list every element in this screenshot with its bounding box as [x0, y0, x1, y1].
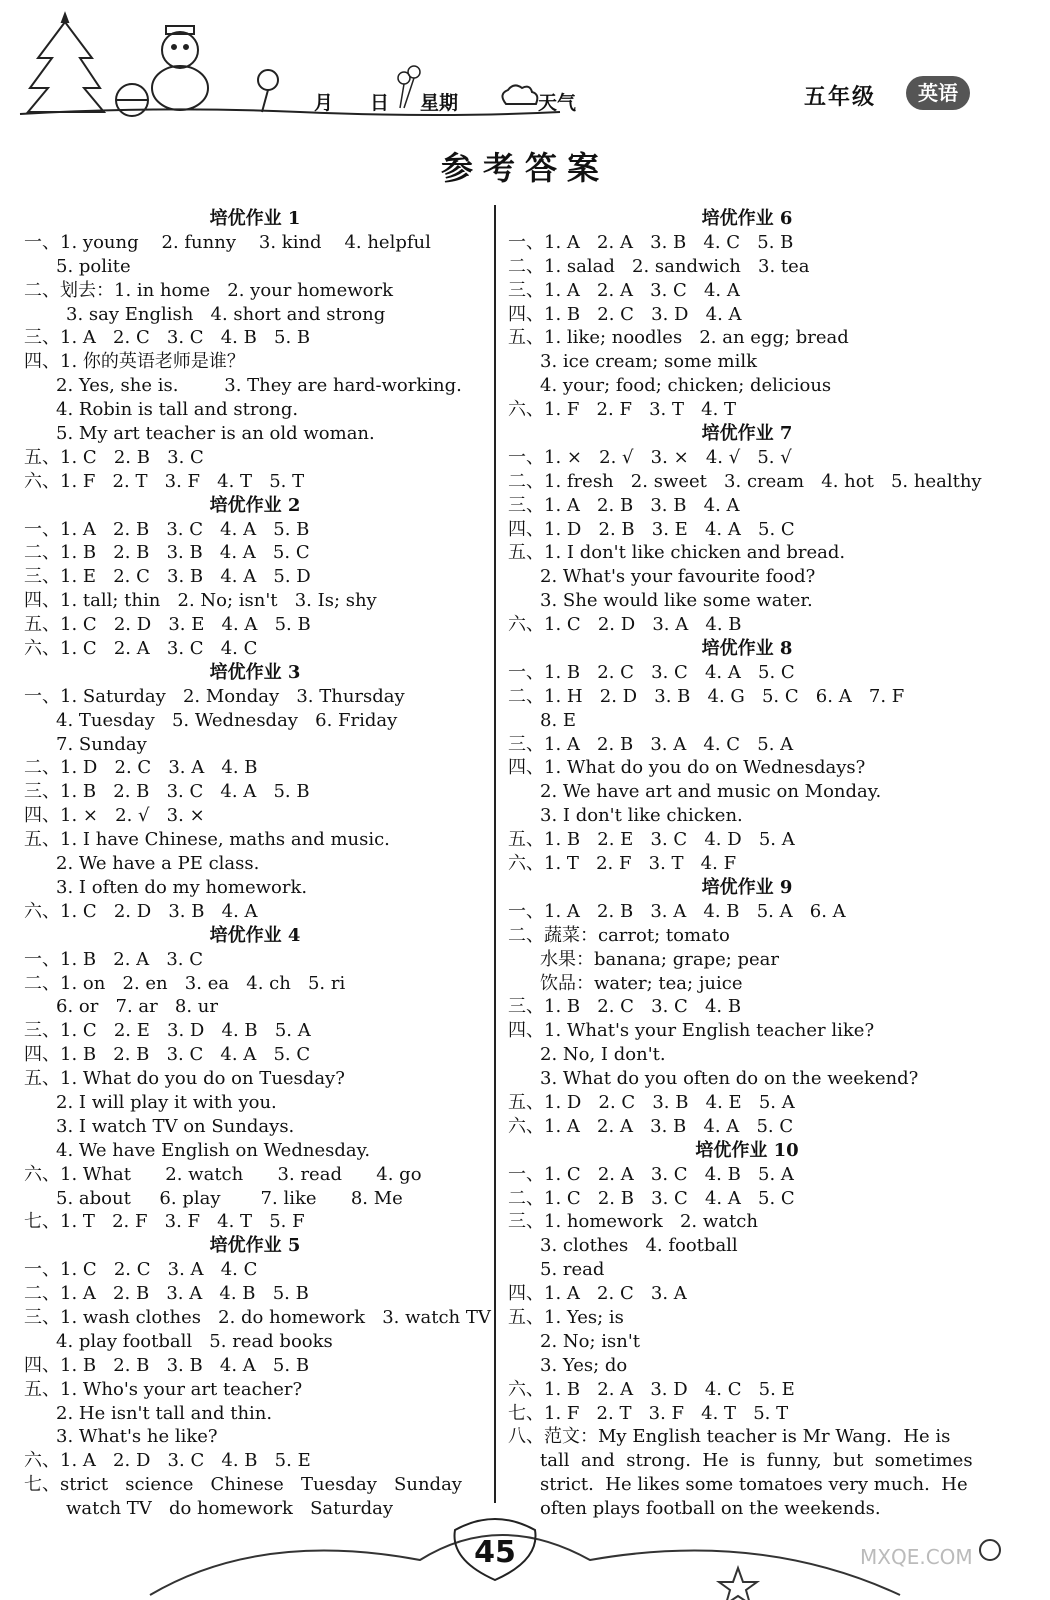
answer-line: 三、1. homework 2. watch	[508, 1211, 758, 1233]
answer-line: 三、1. A 2. A 3. C 4. A	[508, 279, 740, 301]
answer-line: 二、1. fresh 2. sweet 3. cream 4. hot 5. healthy	[508, 470, 982, 492]
answer-line: 8. E	[540, 709, 577, 731]
answer-line: 2. We have art and music on Monday.	[540, 781, 882, 803]
answer-line: 二、1. C 2. B 3. C 4. A 5. C	[508, 1187, 795, 1209]
answer-line: 二、划去：1. in home 2. your homework	[24, 279, 394, 301]
answer-line: 5. about 6. play 7. like 8. Me	[56, 1187, 403, 1209]
answer-line: 2. We have a PE class.	[56, 853, 260, 875]
answer-line: 6. or 7. ar 8. ur	[56, 996, 218, 1018]
answer-line: 四、1. A 2. C 3. A	[508, 1283, 687, 1305]
answer-line: 一、1. A 2. B 3. A 4. B 5. A 6. A	[508, 900, 846, 922]
answer-line: 2. He isn't tall and thin.	[56, 1402, 273, 1424]
answer-line: 4. Robin is tall and strong.	[56, 399, 299, 421]
answer-line: 五、1. D 2. C 3. B 4. E 5. A	[508, 1091, 795, 1113]
ornament-ball-icon	[116, 84, 148, 116]
answer-line: 一、1. young 2. funny 3. kind 4. helpful	[24, 231, 431, 253]
page-header	[0, 0, 1050, 130]
section-heading: 培优作业 1	[209, 208, 301, 229]
answer-line: 四、1. × 2. √ 3. ×	[24, 805, 205, 827]
answer-line: 五、1. Who's your art teacher?	[24, 1378, 303, 1400]
answer-line: 3. clothes 4. football	[540, 1235, 738, 1257]
answer-line: 四、1. B 2. B 3. C 4. A 5. C	[24, 1044, 311, 1066]
answer-line: 五、1. C 2. B 3. C	[24, 446, 204, 468]
answer-line: 饮品：water; tea; juice	[540, 972, 743, 994]
answer-line: 三、1. A 2. C 3. C 4. B 5. B	[24, 327, 311, 349]
weather-label: 天气	[538, 92, 577, 114]
answer-line: 3. I often do my homework.	[56, 876, 308, 898]
answer-line: 3. What's he like?	[56, 1426, 218, 1448]
answer-line: 三、1. C 2. E 3. D 4. B 5. A	[24, 1020, 311, 1042]
answer-line: 六、1. C 2. D 3. A 4. B	[508, 614, 742, 636]
answer-line: 八、范文：My English teacher is Mr Wang. He is	[508, 1426, 951, 1448]
answer-line: watch TV do homework Saturday	[66, 1498, 394, 1520]
answer-line: 3. She would like some water.	[540, 590, 813, 612]
star-icon	[719, 1568, 757, 1600]
answer-line: 六、1. B 2. A 3. D 4. C 5. E	[508, 1378, 795, 1400]
answer-line: 4. your; food; chicken; delicious	[540, 375, 832, 397]
answer-line: 五、1. I don't like chicken and bread.	[508, 542, 846, 564]
answer-line: 水果：banana; grape; pear	[540, 948, 780, 970]
answer-line: 二、1. on 2. en 3. ea 4. ch 5. ri	[24, 972, 346, 994]
answer-line: 7. Sunday	[56, 733, 147, 755]
section-heading: 培优作业 9	[701, 876, 793, 898]
page-title: 参考答案	[440, 149, 609, 187]
answer-line: 七、1. T 2. F 3. F 4. T 5. F	[24, 1211, 305, 1233]
section-heading: 培优作业 5	[209, 1235, 301, 1257]
answer-line: 2. What's your favourite food?	[540, 566, 816, 588]
snowman-icon	[152, 26, 208, 110]
answer-line: 3. ice cream; some milk	[540, 351, 758, 373]
grade-label: 五年级	[804, 84, 877, 110]
answer-line: often plays football on the weekends.	[540, 1498, 881, 1520]
answer-line: 五、1. Yes; is	[508, 1306, 624, 1328]
answer-line: 六、1. C 2. D 3. B 4. A	[24, 900, 258, 922]
answer-line: 一、1. A 2. B 3. C 4. A 5. B	[24, 518, 310, 540]
section-heading: 培优作业 3	[209, 661, 301, 683]
day-label: 日	[370, 92, 390, 114]
section-heading: 培优作业 4	[209, 924, 301, 946]
answer-line: 2. Yes, she is. 3. They are hard-working.	[56, 375, 462, 397]
answer-line: 三、1. B 2. C 3. C 4. B	[508, 996, 742, 1018]
answer-line: 3. What do you often do on the weekend?	[540, 1068, 919, 1090]
month-label: 月	[314, 92, 334, 114]
section-heading: 培优作业 7	[701, 423, 793, 445]
answer-line: 四、1. B 2. B 3. B 4. A 5. B	[24, 1354, 310, 1376]
answer-line: 六、1. A 2. A 3. B 4. A 5. C	[508, 1115, 794, 1137]
answer-line: 2. No; isn't	[540, 1330, 641, 1352]
answer-line: 5. polite	[56, 255, 131, 277]
weekday-label: 星期	[420, 92, 459, 114]
answer-line: 二、1. H 2. D 3. B 4. G 5. C 6. A 7. F	[508, 685, 905, 707]
answer-line: 六、1. T 2. F 3. T 4. F	[508, 853, 737, 875]
answer-line: 二、1. A 2. B 3. A 4. B 5. B	[24, 1283, 309, 1305]
answer-line: 五、1. B 2. E 3. C 4. D 5. A	[508, 829, 795, 851]
section-heading: 培优作业 6	[701, 208, 793, 229]
answer-line: 2. I will play it with you.	[56, 1091, 277, 1113]
answer-line: 5. My art teacher is an old woman.	[56, 423, 375, 445]
answer-line: 四、1. B 2. C 3. D 4. A	[508, 303, 742, 325]
answer-line: 3. say English 4. short and strong	[66, 303, 386, 325]
answer-line: 四、1. 你的英语老师是谁？	[24, 351, 245, 373]
answer-line: 六、1. F 2. T 3. F 4. T 5. T	[24, 470, 305, 492]
answer-line: 三、1. wash clothes 2. do homework 3. watch TV	[24, 1306, 491, 1328]
balloons-icon	[398, 66, 420, 108]
section-heading: 培优作业 8	[701, 638, 793, 660]
answer-line: 三、1. E 2. C 3. B 4. A 5. D	[24, 566, 311, 588]
answer-line: 一、1. Saturday 2. Monday 3. Thursday	[24, 685, 405, 707]
answer-line: 二、1. D 2. C 3. A 4. B	[24, 757, 258, 779]
page-number: 45	[474, 1535, 516, 1570]
answer-line: tall and strong. He is funny, but sometimes	[540, 1450, 973, 1472]
christmas-tree-icon	[28, 14, 104, 112]
answer-line: 四、1. tall; thin 2. No; isn't 3. Is; shy	[24, 590, 377, 612]
answer-line: 四、1. D 2. B 3. E 4. A 5. C	[508, 518, 795, 540]
answer-line: 六、1. A 2. D 3. C 4. B 5. E	[24, 1450, 311, 1472]
answer-line: 3. I watch TV on Sundays.	[56, 1115, 295, 1137]
answer-line: 六、1. C 2. A 3. C 4. C	[24, 638, 258, 660]
answer-line: 七、strict science Chinese Tuesday Sunday	[24, 1474, 462, 1496]
answer-line: 3. I don't like chicken.	[540, 805, 743, 827]
answer-line: 三、1. B 2. B 3. C 4. A 5. B	[24, 781, 310, 803]
answer-line: 5. read	[540, 1259, 605, 1281]
answer-line: 3. Yes; do	[540, 1354, 628, 1376]
answer-line: 4. play football 5. read books	[56, 1330, 333, 1352]
answer-line: 二、蔬菜：carrot; tomato	[508, 924, 730, 946]
answer-line: 二、1. salad 2. sandwich 3. tea	[508, 255, 810, 277]
answer-line: 五、1. like; noodles 2. an egg; bread	[508, 327, 849, 349]
answer-line: 一、1. × 2. √ 3. × 4. √ 5. √	[508, 446, 792, 468]
answer-line: 一、1. C 2. A 3. C 4. B 5. A	[508, 1163, 794, 1185]
answer-line: 四、1. What's your English teacher like?	[508, 1020, 875, 1042]
answer-line: 2. No, I don't.	[540, 1044, 666, 1066]
answer-line: 七、1. F 2. T 3. F 4. T 5. T	[508, 1402, 789, 1424]
answer-line: 六、1. F 2. F 3. T 4. T	[508, 399, 737, 421]
answer-line: 4. Tuesday 5. Wednesday 6. Friday	[56, 709, 398, 731]
answer-line: 一、1. C 2. C 3. A 4. C	[24, 1259, 258, 1281]
answer-line: 五、1. What do you do on Tuesday?	[24, 1068, 345, 1090]
answer-line: 四、1. What do you do on Wednesdays?	[508, 757, 866, 779]
answer-line: 4. We have English on Wednesday.	[56, 1139, 371, 1161]
answer-line: 三、1. A 2. B 3. A 4. C 5. A	[508, 733, 794, 755]
answer-line: 一、1. B 2. A 3. C	[24, 948, 204, 970]
answer-column-right	[508, 207, 986, 1521]
watermark: MXQE.COM	[860, 1545, 973, 1569]
answer-line: 五、1. I have Chinese, maths and music.	[24, 829, 390, 851]
answer-line: 二、1. B 2. B 3. B 4. A 5. C	[24, 542, 310, 564]
answer-line: 一、1. A 2. A 3. B 4. C 5. B	[508, 231, 794, 253]
answer-line: strict. He likes some tomatoes very much. He	[540, 1474, 968, 1496]
column-divider	[494, 205, 496, 1503]
header-decoration	[0, 0, 1050, 130]
cloud-icon	[502, 85, 537, 104]
answer-line: 一、1. B 2. C 3. C 4. A 5. C	[508, 661, 795, 683]
section-heading: 培优作业 10	[695, 1139, 799, 1161]
subject-badge: 英语	[906, 76, 970, 110]
answer-line: 三、1. A 2. B 3. B 4. A	[508, 494, 740, 516]
section-heading: 培优作业 2	[209, 494, 301, 516]
answer-line: 六、1. What 2. watch 3. read 4. go	[24, 1163, 422, 1185]
lollipop-icon	[258, 70, 278, 112]
answer-column-left	[24, 207, 491, 1521]
answer-line: 五、1. C 2. D 3. E 4. A 5. B	[24, 614, 311, 636]
